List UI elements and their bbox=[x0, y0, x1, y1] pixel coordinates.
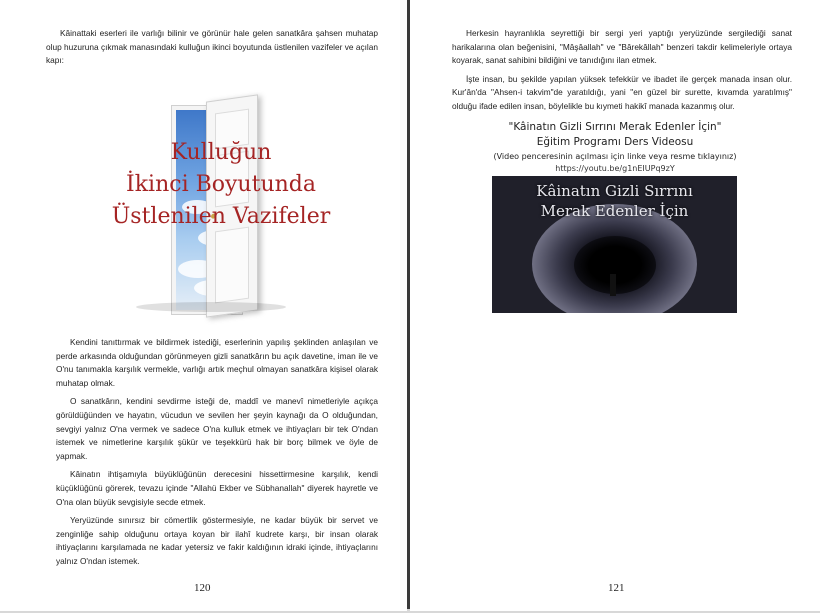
thumbnail-caption-line-1: Kâinatın Gizli Sırrını bbox=[536, 182, 693, 200]
illustration-title-line-2: İkinci Boyutunda bbox=[126, 172, 316, 197]
right-page bbox=[410, 0, 820, 611]
video-link[interactable]: https://youtu.be/g1nEIUPq9zY bbox=[555, 164, 675, 173]
silhouette-figure bbox=[610, 274, 616, 296]
video-subtitle: Eğitim Programı Ders Videosu bbox=[536, 136, 694, 148]
body-paragraph: Kendini tanıttırmak ve bildirmek istediği, eserlerinin yapılış şeklinden anlaşılan ve perde arkasında olduğundan görünmeyen gizli sanatkârın bu açık davetine, iman ile ve O'nu tanımakla karşılık vermekle, varlığı artık meçhul olmayan sanatkâra kişisel olarak muhatap olmak. bbox=[56, 337, 378, 388]
body-paragraph: O sanatkârın, kendini sevdirme isteği de, maddî ve manevî nimetleriyle açıkça görüldüğünden ve hayatın, vücudun ve sevilen her şeyin kaynağı da O olduğundan, sevgiyi yalnız O'na vermek ve sadece O'na kulluk etmek ve ihtiyaçları bir tek O'ndan istemek ve nimetlerine karşılık şükür ve teşekkürü hak bir borç bilmek ve öyle de yapmak. bbox=[56, 396, 378, 461]
body-paragraph: Kâinatın ihtişamıyla büyüklüğünün derecesini hissettirmesine karşılık, kendi küçüklüğünü görerek, tevazu içinde "Allahü Ekber ve Sübhanallah" diyerek hayretle ve O'na olan büyük sevgisiyle secde etmek. bbox=[56, 469, 378, 507]
illustration-title-line-1: Kulluğun bbox=[170, 140, 272, 165]
body-paragraph: İşte insan, bu şekilde yapılan yüksek tefekkür ve ibadet ile gerçek manada insan olur. Kur'ân'da "Ahsen-i takvim"de yaratıldığı, yani "en güzel bir surette, kıvamda yaratılmış" olduğu ifade edilen insan, böylelikle bu kıymeti hakikî manada kazanmış olur. bbox=[452, 73, 792, 111]
page-number: 121 bbox=[608, 582, 625, 594]
left-page bbox=[0, 0, 407, 611]
video-title: "Kâinatın Gizli Sırrını Merak Edenler İçin" bbox=[508, 121, 722, 133]
door-illustration bbox=[76, 96, 366, 314]
intro-paragraph: Kâinattaki eserleri ile varlığı bilinir ve görünür hale gelen sanatkâra şahsen muhatap olup huzuruna çıkmak manasındaki kulluğun ikinci boyutunda üstlenilen vazifeler ve açılan kapı: bbox=[46, 28, 378, 66]
thumbnail-caption-line-2: Merak Edenler İçin bbox=[540, 202, 689, 220]
video-thumbnail[interactable] bbox=[492, 176, 737, 313]
body-paragraph: Yeryüzünde sınırsız bir cömertlik göstermesiyle, ne kadar büyük bir servet ve zenginliğe sahip olduğunu ortaya koyan bir ilahî kudrete karşı, bir insan olarak ihtiyaçlarını karşılamada ne kadar yetersiz ve fakir kaldığının idraki içinde, ihtiyaçlarını yalnız O'ndan istemek. bbox=[56, 515, 378, 566]
illustration-title-line-3: Üstlenilen Vazifeler bbox=[111, 204, 331, 229]
page-number: 120 bbox=[194, 582, 211, 594]
body-paragraph: Herkesin hayranlıkla seyrettiği bir sergi yeri yaptığı yeryüzünde sergilediği sanat harikalarına olan beğenisini, "Mâşâallah" ve "Bârekâllah" benzeri takdir kelimeleriyle ortaya koyarak, sanat sahibini bildiğini ve tanıdığını ilan etmek. bbox=[452, 28, 792, 66]
video-instruction: (Video penceresinin açılması için linke veya resme tıklayınız) bbox=[493, 152, 737, 161]
